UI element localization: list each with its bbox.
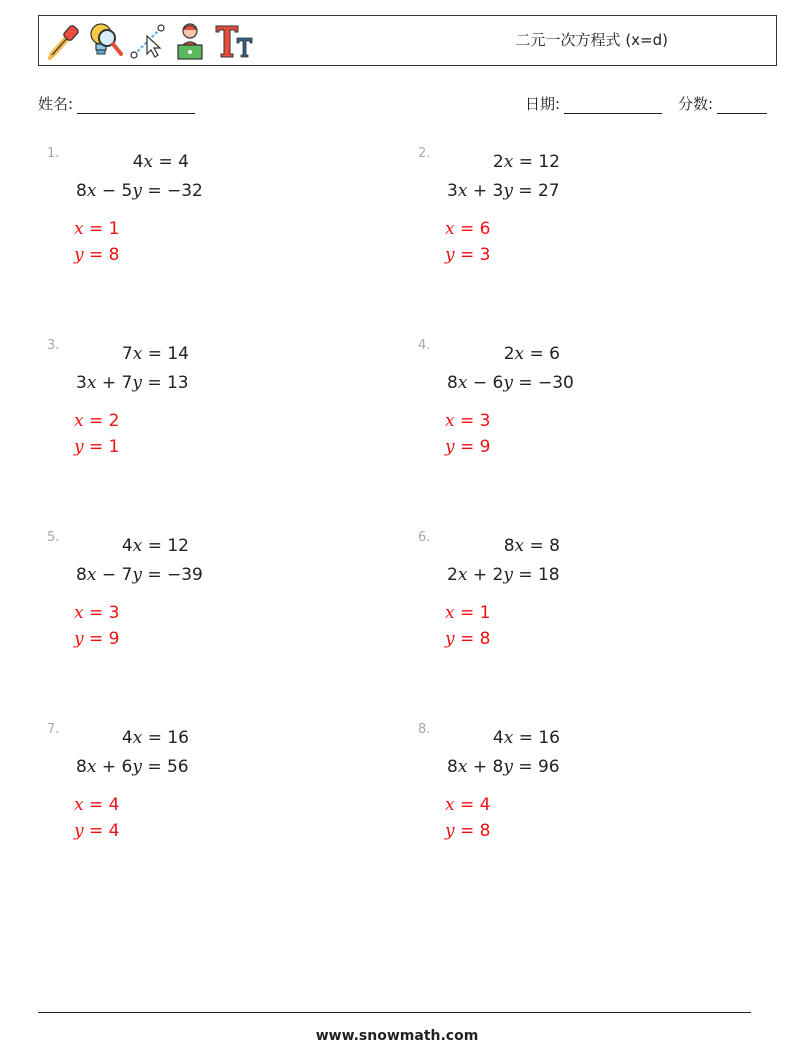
equals-sign: =	[89, 603, 104, 623]
equals-sign: =	[147, 757, 162, 777]
equation-1	[122, 344, 189, 364]
problem-6	[418, 530, 748, 680]
equals-sign: =	[460, 629, 475, 649]
eq2-coefficient-y: 5	[121, 181, 133, 201]
score-field	[678, 93, 767, 114]
eq1-rhs: 14	[167, 344, 189, 364]
variable-x: x	[86, 757, 97, 777]
problem-number: 1.	[47, 146, 60, 161]
equation-1	[504, 344, 560, 364]
variable-x: x	[457, 181, 468, 201]
eq2-rhs: 13	[166, 373, 189, 393]
eq2-coefficient-x: 8	[76, 757, 87, 777]
eq2-operator: +	[472, 565, 488, 585]
equation-1	[493, 152, 560, 172]
variable-x: x	[503, 728, 514, 748]
answer-x	[445, 795, 490, 815]
equation-1	[133, 152, 189, 172]
answer-x-value: 1	[108, 219, 120, 239]
variable-x: x	[86, 373, 97, 393]
equals-sign: =	[89, 437, 104, 457]
answer-x	[74, 795, 119, 815]
variable-x: x	[143, 152, 154, 172]
answer-x-value: 4	[108, 795, 120, 815]
eq1-rhs: 4	[178, 152, 189, 172]
score-label: 分数:	[678, 95, 714, 113]
variable-y: y	[445, 437, 455, 457]
variable-x: x	[74, 603, 84, 623]
variable-x: x	[86, 565, 97, 585]
eq2-rhs: 18	[537, 565, 560, 585]
answer-y-value: 8	[479, 629, 491, 649]
variable-y: y	[503, 373, 513, 393]
variable-x: x	[132, 728, 143, 748]
answer-y	[445, 245, 491, 265]
answer-x	[74, 411, 119, 431]
answer-y	[74, 245, 120, 265]
variable-x: x	[457, 373, 468, 393]
answer-y	[445, 629, 491, 649]
answer-x	[445, 219, 490, 239]
equation-2	[76, 181, 203, 201]
equals-sign: =	[460, 411, 475, 431]
equals-sign: =	[518, 181, 533, 201]
equals-sign: =	[460, 795, 475, 815]
variable-y: y	[445, 245, 455, 265]
equals-sign: =	[460, 603, 475, 623]
variable-y: y	[74, 821, 84, 841]
eq2-coefficient-y: 7	[121, 565, 133, 585]
problem-number: 7.	[47, 722, 60, 737]
answer-y	[74, 437, 120, 457]
eq1-coefficient: 4	[132, 152, 144, 172]
text-size-icon	[213, 20, 255, 62]
equals-sign: =	[147, 344, 162, 364]
eq2-rhs: 96	[537, 757, 560, 777]
variable-x: x	[445, 411, 455, 431]
idea-search-icon	[87, 20, 125, 62]
eq1-rhs: 6	[549, 344, 560, 364]
equation-2	[447, 565, 560, 585]
eq2-rhs: −30	[537, 373, 574, 393]
eq1-coefficient: 2	[503, 344, 515, 364]
equals-sign: =	[529, 344, 544, 364]
eq2-operator: −	[101, 181, 117, 201]
eq2-rhs: 56	[166, 757, 189, 777]
answer-x-value: 3	[108, 603, 120, 623]
worksheet-header	[38, 15, 777, 66]
equals-sign: =	[89, 245, 104, 265]
eq2-operator: +	[472, 181, 488, 201]
variable-y: y	[503, 757, 513, 777]
eq1-coefficient: 4	[492, 728, 504, 748]
problem-number: 6.	[418, 530, 431, 545]
equation-1	[493, 728, 560, 748]
answer-y-value: 8	[479, 821, 491, 841]
variable-x: x	[457, 565, 468, 585]
problem-number: 4.	[418, 338, 431, 353]
eq2-rhs: −39	[166, 565, 203, 585]
eq2-coefficient-x: 3	[447, 181, 458, 201]
eq2-coefficient-y: 7	[121, 373, 133, 393]
equals-sign: =	[518, 373, 533, 393]
eq1-rhs: 8	[549, 536, 560, 556]
name-field	[38, 93, 195, 114]
eq1-rhs: 12	[538, 152, 560, 172]
eq2-coefficient-y: 2	[492, 565, 504, 585]
problem-number: 5.	[47, 530, 60, 545]
teacher-icon	[171, 20, 209, 62]
equation-1	[122, 536, 189, 556]
eq1-rhs: 16	[538, 728, 560, 748]
answer-x	[74, 219, 119, 239]
variable-y: y	[132, 181, 142, 201]
answer-x	[74, 603, 119, 623]
eq2-coefficient-y: 3	[492, 181, 504, 201]
color-picker-icon	[45, 20, 83, 62]
variable-y: y	[132, 757, 142, 777]
equals-sign: =	[529, 536, 544, 556]
equals-sign: =	[518, 152, 533, 172]
date-field	[525, 93, 662, 114]
line-tool-icon	[129, 20, 167, 62]
variable-x: x	[514, 536, 525, 556]
eq2-coefficient-x: 8	[76, 565, 87, 585]
equals-sign: =	[89, 821, 104, 841]
equals-sign: =	[147, 536, 162, 556]
variable-x: x	[132, 344, 143, 364]
equation-2	[447, 757, 560, 777]
eq1-coefficient: 7	[121, 344, 133, 364]
answer-x-value: 1	[479, 603, 491, 623]
answer-x-value: 4	[479, 795, 491, 815]
eq2-coefficient-x: 2	[447, 565, 458, 585]
eq2-coefficient-x: 8	[447, 757, 458, 777]
variable-x: x	[74, 219, 84, 239]
equals-sign: =	[89, 219, 104, 239]
problem-1	[47, 146, 377, 296]
variable-x: x	[503, 152, 514, 172]
eq1-coefficient: 4	[121, 536, 133, 556]
answer-x	[445, 411, 490, 431]
answer-x-value: 3	[479, 411, 491, 431]
problem-number: 2.	[418, 146, 431, 161]
answer-y-value: 1	[108, 437, 120, 457]
answer-y	[445, 821, 491, 841]
eq2-rhs: 27	[537, 181, 560, 201]
eq2-operator: −	[472, 373, 488, 393]
eq2-coefficient-x: 8	[447, 373, 458, 393]
variable-x: x	[74, 411, 84, 431]
problem-5	[47, 530, 377, 680]
eq1-coefficient: 2	[492, 152, 504, 172]
equals-sign: =	[518, 728, 533, 748]
eq2-operator: +	[472, 757, 488, 777]
equals-sign: =	[460, 245, 475, 265]
equals-sign: =	[147, 181, 162, 201]
equals-sign: =	[460, 219, 475, 239]
answer-y-value: 4	[108, 821, 120, 841]
header-icons	[45, 20, 255, 62]
date-blank[interactable]	[564, 97, 662, 114]
variable-y: y	[132, 565, 142, 585]
equals-sign: =	[147, 728, 162, 748]
score-blank[interactable]	[717, 97, 767, 114]
problem-8	[418, 722, 748, 872]
eq1-coefficient: 8	[503, 536, 515, 556]
variable-x: x	[445, 603, 455, 623]
variable-x: x	[445, 795, 455, 815]
variable-y: y	[503, 565, 513, 585]
equals-sign: =	[518, 757, 533, 777]
problem-number: 3.	[47, 338, 60, 353]
variable-y: y	[445, 821, 455, 841]
variable-x: x	[445, 219, 455, 239]
equation-2	[447, 181, 560, 201]
variable-y: y	[132, 373, 142, 393]
eq2-coefficient-y: 6	[492, 373, 504, 393]
answer-y	[74, 629, 120, 649]
footer-divider	[38, 1012, 751, 1013]
problem-number: 8.	[418, 722, 431, 737]
equals-sign: =	[158, 152, 173, 172]
problem-7	[47, 722, 377, 872]
equals-sign: =	[147, 373, 162, 393]
equals-sign: =	[147, 565, 162, 585]
variable-x: x	[514, 344, 525, 364]
variable-x: x	[74, 795, 84, 815]
eq2-coefficient-y: 8	[492, 757, 504, 777]
name-blank[interactable]	[77, 97, 195, 114]
equation-2	[447, 373, 574, 393]
equation-2	[76, 565, 203, 585]
variable-y: y	[74, 245, 84, 265]
name-label: 姓名:	[38, 95, 74, 113]
variable-y: y	[445, 629, 455, 649]
variable-y: y	[74, 437, 84, 457]
equals-sign: =	[89, 411, 104, 431]
equals-sign: =	[518, 565, 533, 585]
answer-x-value: 6	[479, 219, 491, 239]
variable-y: y	[503, 181, 513, 201]
date-label: 日期:	[525, 95, 561, 113]
equation-2	[76, 757, 189, 777]
eq1-coefficient: 4	[121, 728, 133, 748]
eq2-coefficient-y: 6	[121, 757, 133, 777]
eq2-coefficient-x: 8	[76, 181, 87, 201]
equals-sign: =	[89, 629, 104, 649]
eq2-operator: +	[101, 757, 117, 777]
answer-y-value: 9	[108, 629, 120, 649]
variable-x: x	[132, 536, 143, 556]
equals-sign: =	[460, 437, 475, 457]
equals-sign: =	[89, 795, 104, 815]
eq1-rhs: 12	[167, 536, 189, 556]
variable-y: y	[74, 629, 84, 649]
eq2-coefficient-x: 3	[76, 373, 87, 393]
worksheet-title: 二元一次方程式 (x=d)	[515, 31, 668, 49]
answer-y-value: 3	[479, 245, 491, 265]
problem-2	[418, 146, 748, 296]
answer-y	[74, 821, 120, 841]
equation-1	[504, 536, 560, 556]
problem-3	[47, 338, 377, 488]
answer-x	[445, 603, 490, 623]
answer-y	[445, 437, 491, 457]
footer-website: www.snowmath.com	[315, 1028, 479, 1044]
eq2-rhs: −32	[166, 181, 203, 201]
variable-x: x	[457, 757, 468, 777]
variable-x: x	[86, 181, 97, 201]
equation-1	[122, 728, 189, 748]
eq2-operator: −	[101, 565, 117, 585]
eq2-operator: +	[101, 373, 117, 393]
eq1-rhs: 16	[167, 728, 189, 748]
equation-2	[76, 373, 189, 393]
equals-sign: =	[460, 821, 475, 841]
problem-4	[418, 338, 748, 488]
answer-x-value: 2	[108, 411, 120, 431]
answer-y-value: 9	[479, 437, 491, 457]
answer-y-value: 8	[108, 245, 120, 265]
